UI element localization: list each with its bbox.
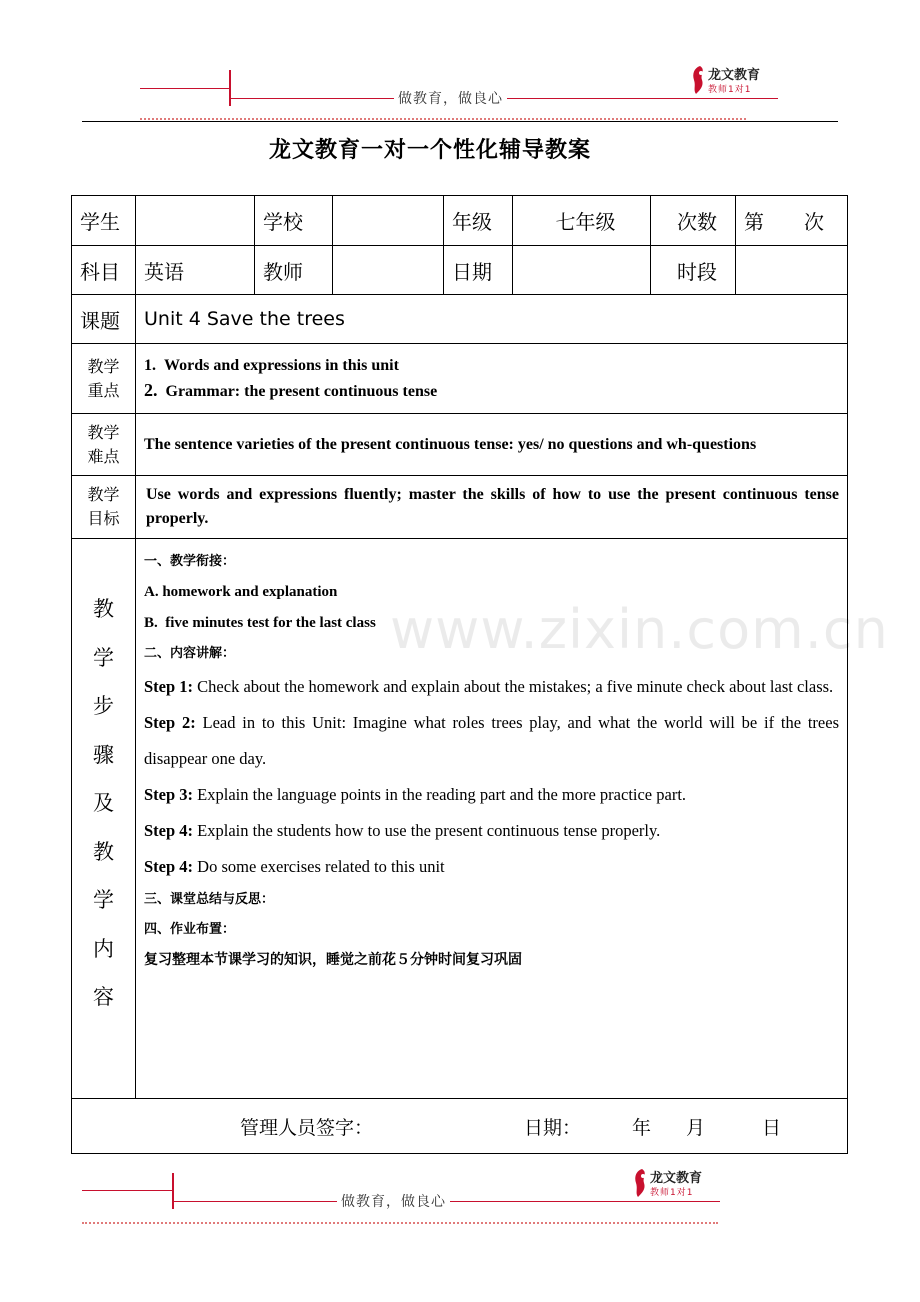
topic-label: 课题 [72,295,136,344]
procedure-label [72,539,136,1099]
teacher-value [333,246,444,295]
procedure-label-char: 容 [93,985,114,1009]
period-label: 时段 [651,246,736,295]
logo-mark-icon [632,1167,652,1199]
step-2 [144,705,839,777]
header-divider [229,70,231,106]
procedure-label-char: 教 [93,597,114,621]
subject-label: 科目 [72,246,136,295]
logo-sub: 教师1对1 [650,1188,694,1198]
signature-year: 年 [632,1117,652,1139]
step-1 [144,669,839,705]
signature-day: 日 [762,1117,782,1139]
key-point-2-text: Grammar: the present continuous tense [165,383,438,400]
objectives-row [72,476,848,539]
date-value [513,246,651,295]
signature-date-label: 日期： [524,1117,582,1139]
step-2-text: Lead in to this Unit: Imagine what roles trees play, and what the world will be if the trees disappear one day. [144,713,839,768]
key-point-1-num: 1. [144,357,156,374]
objectives-label [72,476,136,539]
signature-row [72,1099,848,1154]
step-1-label: Step 1: [144,677,194,696]
student-label: 学生 [72,196,136,246]
times-label: 次数 [651,196,736,246]
footer-logo [632,1167,704,1201]
header-slogan: 做教育，做良心 [394,88,507,108]
key-points-label [72,344,136,414]
difficulties-label [72,414,136,476]
step-3-label: Step 3: [144,785,194,804]
grade-label: 年级 [444,196,513,246]
step-5-text: Do some exercises related to this unit [193,857,445,876]
school-value [333,196,444,246]
school-label: 学校 [255,196,333,246]
key-point-2 [144,378,839,404]
section-4-heading: 四、作业布置： [144,922,236,937]
procedure-label-char: 及 [93,791,114,815]
logo-mark-icon [690,64,710,96]
manager-signature-label: 管理人员签字： [240,1117,374,1139]
item-a: A. homework and explanation [144,584,338,600]
logo-name: 龙文教育 [650,1171,703,1186]
section-1-heading: 一、教学衔接： [144,554,236,569]
procedure-label-char: 学 [93,888,114,912]
difficulties-row [72,414,848,476]
signature-cell [72,1099,848,1154]
key-points-content [136,344,848,414]
homework-text: 复习整理本节课学习的知识，睡觉之前花５分钟时间复习巩固 [144,952,522,968]
date-label: 日期 [444,246,513,295]
signature-month: 月 [686,1117,706,1139]
footer-slogan: 做教育，做良心 [337,1191,450,1211]
header-logo [690,64,762,98]
step-3-text: Explain the language points in the reading part and the more practice part. [193,785,687,804]
step-2-label: Step 2: [144,713,196,732]
procedure-label-char: 学 [93,645,114,670]
procedure-label-char: 内 [93,936,114,961]
difficulties-text: The sentence varieties of the present continuous tense: yes/ no questions and wh-questions [136,414,848,476]
header-line-left [140,88,230,89]
student-value [136,196,255,246]
footer-divider [172,1173,174,1209]
section-2-heading: 二、内容讲解： [144,646,236,661]
section-3-heading: 三、课堂总结与反思： [144,892,275,907]
logo-name: 龙文教育 [708,68,761,83]
period-value [736,246,848,295]
item-b: B. five minutes test for the last class [144,615,376,631]
watermark: www.zixin.com.cn [390,598,889,661]
topic-value: Unit 4 Save the trees [136,295,848,344]
lesson-plan-table [71,195,848,1154]
step-5-label: Step 4: [144,857,194,876]
key-point-1 [144,353,839,378]
step-4-text: Explain the students how to use the present continuous tense properly. [193,821,661,840]
objectives-label-text: 教学目标 [87,485,120,528]
difficulties-label-text: 教学难点 [87,422,120,466]
procedure-label-char: 教 [93,839,114,864]
step-4 [144,813,839,849]
key-points-label-text: 教学重点 [87,356,120,400]
teacher-label: 教师 [255,246,333,295]
key-point-1-text: Words and expressions in this unit [164,357,399,374]
logo-sub: 教师1对1 [708,85,752,95]
step-4-label: Step 4: [144,821,194,840]
page-title: 龙文教育一对一个性化辅导教案 [268,138,591,163]
times-value: 第 次 [736,196,848,246]
subject-value: 英语 [136,246,255,295]
step-5 [144,849,839,885]
key-point-2-num: 2. [144,380,158,400]
objectives-text: Use words and expressions fluently; master the skills of how to use the present continuous tense properly. [136,476,848,539]
procedure-label-char: 步 [93,694,114,718]
step-3 [144,777,839,813]
info-row-1 [72,196,848,246]
footer-line-left [82,1190,172,1191]
step-1-text: Check about the homework and explain about the mistakes; a five minute check about last class. [193,677,834,696]
info-row-2 [72,246,848,295]
topic-row [72,295,848,344]
grade-value: 七年级 [513,196,651,246]
footer-dotted-line [82,1222,718,1224]
key-points-row [72,344,848,414]
procedure-label-char: 骤 [93,742,114,767]
header-rule [82,121,838,122]
header-dotted-line [140,118,746,120]
